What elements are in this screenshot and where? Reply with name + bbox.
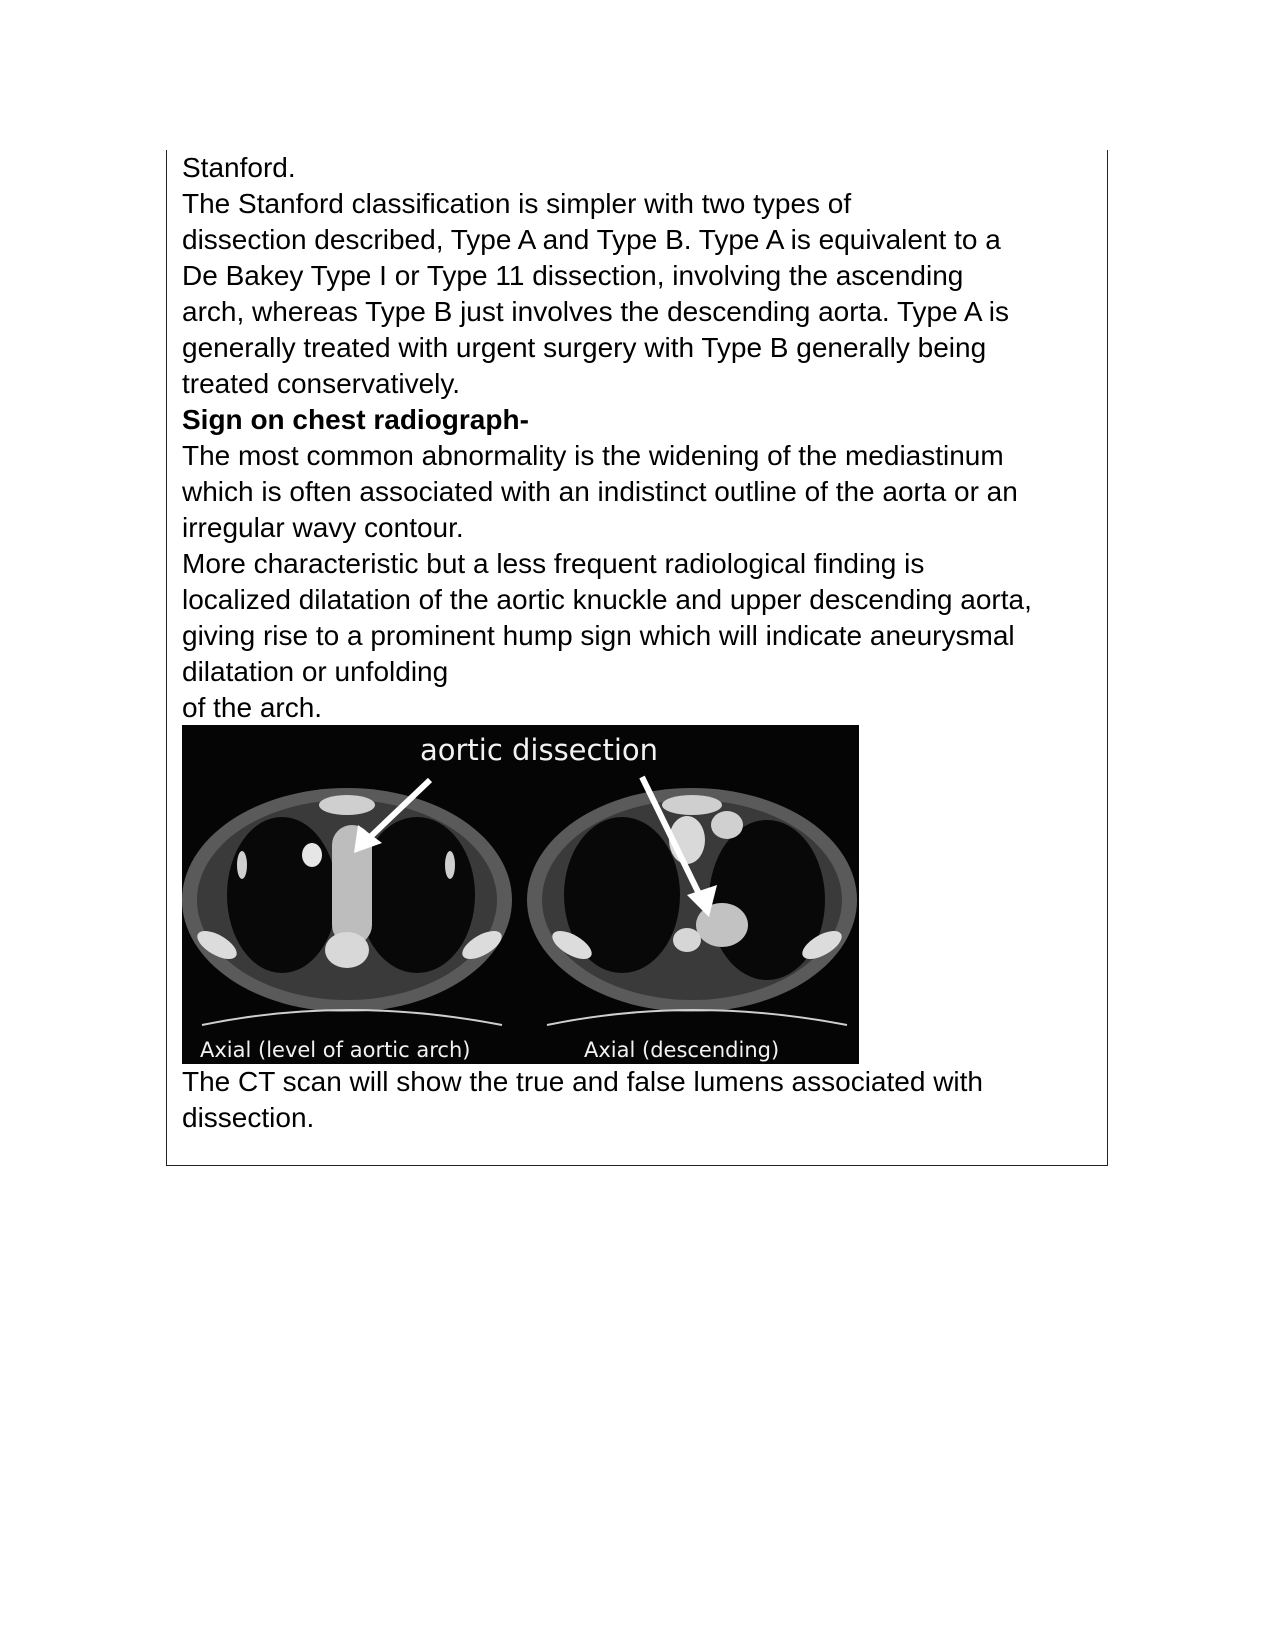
text-line: The CT scan will show the true and false lumens associated with bbox=[182, 1066, 983, 1097]
figure-label-left: Axial (level of aortic arch) bbox=[200, 1038, 471, 1062]
text-line: The most common abnormality is the widening of the mediastinum bbox=[182, 440, 1004, 471]
text-line: More characteristic but a less frequent radiological finding is bbox=[182, 548, 925, 579]
text-line: The Stanford classification is simpler with two types of bbox=[182, 188, 852, 219]
body-text-bottom bbox=[182, 1064, 1097, 1136]
text-line: dilatation or unfolding bbox=[182, 656, 449, 687]
text-line: treated conservatively. bbox=[182, 368, 461, 399]
text-line: dissection. bbox=[182, 1102, 315, 1133]
section-heading: Sign on chest radiograph- bbox=[182, 404, 529, 435]
figure-title: aortic dissection bbox=[419, 733, 659, 767]
text-line: Stanford. bbox=[182, 152, 296, 183]
text-line: De Bakey Type I or Type 11 dissection, involving the ascending bbox=[182, 260, 964, 291]
ct-scan-figure bbox=[182, 725, 859, 1064]
text-line: of the arch. bbox=[182, 692, 323, 723]
text-line: irregular wavy contour. bbox=[182, 512, 464, 543]
figure-label-right: Axial (descending) bbox=[584, 1038, 780, 1062]
body-text-top bbox=[182, 150, 1097, 726]
text-line: dissection described, Type A and Type B. Type A is equivalent to a bbox=[182, 224, 1001, 255]
text-line: giving rise to a prominent hump sign which will indicate aneurysmal bbox=[182, 620, 1015, 651]
ct-scan-image bbox=[182, 725, 859, 1064]
text-line: generally treated with urgent surgery with Type B generally being bbox=[182, 332, 987, 363]
text-line: arch, whereas Type B just involves the descending aorta. Type A is bbox=[182, 296, 1010, 327]
text-line: localized dilatation of the aortic knuckle and upper descending aorta, bbox=[182, 584, 1032, 615]
text-line: which is often associated with an indistinct outline of the aorta or an bbox=[182, 476, 1018, 507]
